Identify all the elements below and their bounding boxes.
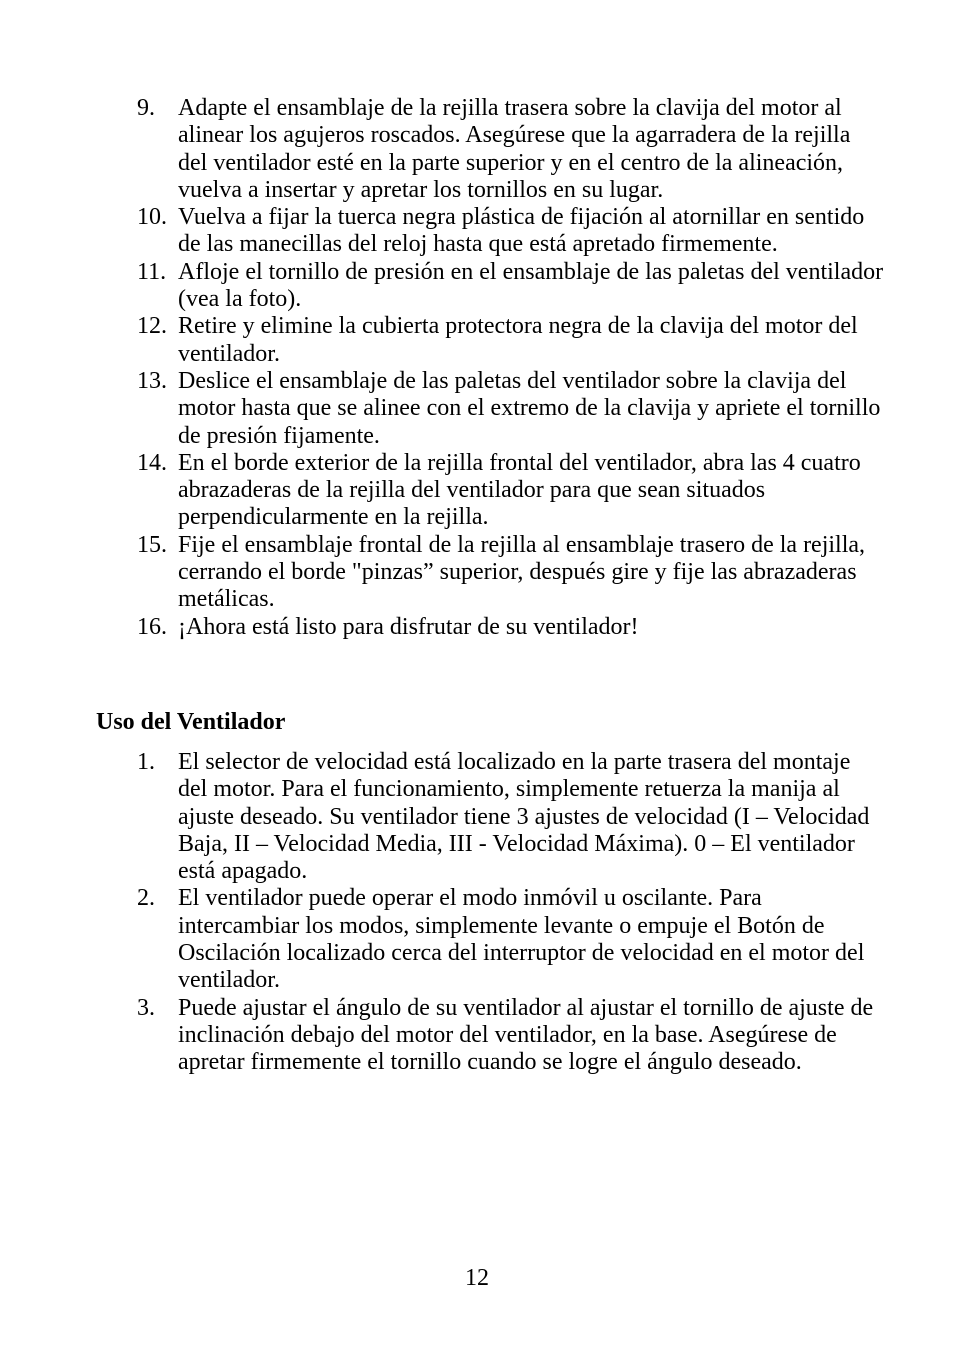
- list-item-text: En el borde exterior de la rejilla frontal del ventilador, abra las 4 cuatro abrazaderas de la rejilla del ventilador para que sean situados perpendicularmente en la rejilla.: [178, 449, 861, 531]
- assembly-steps-list: [0, 95, 954, 641]
- usage-steps-list: [0, 749, 954, 1077]
- list-item-text: ¡Ahora está listo para disfrutar de su ventilador!: [178, 613, 639, 640]
- list-item-number: 2.: [137, 885, 155, 912]
- list-item-text: Afloje el tornillo de presión en el ensamblaje de las paletas del ventilador (vea la foto).: [178, 258, 884, 313]
- list-item-text: Adapte el ensamblaje de la rejilla trasera sobre la clavija del motor al alinear los agujeros roscados. Asegúrese que la agarradera de la rejilla del ventilador esté en la parte superior y en el centro de la alineación, vuelva a insertar y apretar los tornillos en su lugar.: [178, 95, 851, 203]
- list-item-text: Vuelva a fijar la tuerca negra plástica de fijación al atornillar en sentido de las manecillas del reloj hasta que está apretado firmemente.: [178, 204, 865, 258]
- list-item: [0, 204, 884, 259]
- list-item-text: Puede ajustar el ángulo de su ventilador al ajustar el tornillo de ajuste de inclinación debajo del motor del ventilador, en la base. Asegúrese de apretar firmemente el tornillo cuando se logre el ángulo deseado.: [178, 994, 874, 1076]
- list-item: [0, 995, 884, 1077]
- list-item: [0, 885, 884, 994]
- list-item: [0, 614, 884, 641]
- page-number: 12: [465, 1265, 489, 1291]
- list-item-number: 3.: [137, 994, 155, 1021]
- list-item: [0, 450, 884, 532]
- list-item: [0, 532, 884, 614]
- list-item-number: 15.: [137, 531, 167, 558]
- list-item-number: 9.: [137, 95, 155, 121]
- list-item-text: El ventilador puede operar el modo inmóvil u oscilante. Para intercambiar los modos, simplemente levante o empuje el Botón de Oscilación localizado cerca del interruptor de velocidad en el motor del ventilador.: [178, 885, 865, 994]
- list-item-text: El selector de velocidad está localizado en la parte trasera del montaje del motor. Para el funcionamiento, simplemente retuerza la manija al ajuste deseado. Su ventilador tiene 3 ajustes de velocidad (I – Velocidad Baja, II – Velocidad Media, III - Velocidad Máxima). 0 – El ventilador está apagado.: [178, 749, 870, 885]
- list-item: [0, 368, 884, 450]
- list-item-number: 11.: [137, 258, 167, 285]
- list-item-number: 10.: [137, 204, 167, 231]
- list-item: [0, 313, 884, 368]
- list-item-number: 14.: [137, 449, 167, 476]
- list-item: [0, 749, 884, 885]
- list-item-number: 12.: [137, 313, 167, 340]
- list-item-number: 16.: [137, 613, 167, 640]
- list-item: [0, 95, 884, 204]
- section-heading: Uso del Ventilador: [96, 709, 286, 735]
- list-item-number: 13.: [137, 367, 167, 394]
- list-item: [0, 259, 884, 314]
- list-item-text: Fije el ensamblaje frontal de la rejilla al ensamblaje trasero de la rejilla, cerrando el borde "pinzas” superior, después gire y fije las abrazaderas metálicas.: [178, 531, 866, 613]
- list-item-number: 1.: [137, 749, 155, 775]
- list-item-text: Deslice el ensamblaje de las paletas del ventilador sobre la clavija del motor hasta que se alinee con el extremo de la clavija y apriete el tornillo de presión fijamente.: [178, 367, 881, 449]
- list-item-text: Retire y elimine la cubierta protectora negra de la clavija del motor del ventilador.: [178, 313, 858, 367]
